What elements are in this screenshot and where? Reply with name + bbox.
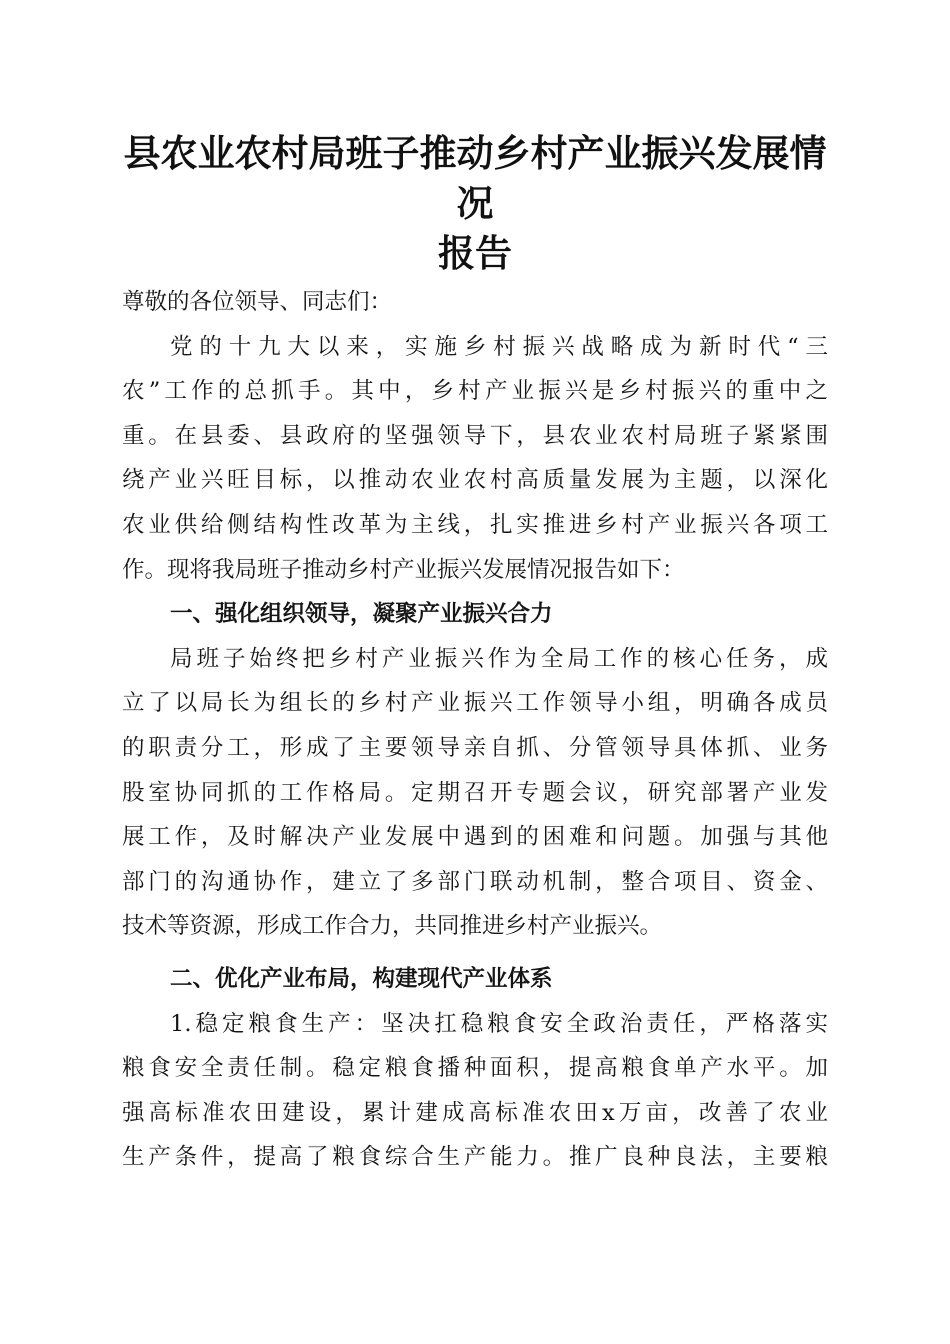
section-1-paragraph	[122, 637, 828, 949]
intro-paragraph	[122, 325, 828, 593]
paragraph-line: 强高标准农田建设，累计建成高标准农田x万亩，改善了农业	[122, 1099, 828, 1126]
paragraph-line: 展工作，及时解决产业发展中遇到的困难和问题。加强与其他	[122, 824, 828, 851]
title-line-1: 县农业农村局班子推动乡村产业振兴发展情况	[123, 131, 827, 225]
paragraph-line: 股室协同抓的工作格局。定期召开专题会议，研究部署产业发	[122, 779, 828, 806]
section-2-paragraph	[122, 1002, 828, 1180]
paragraph-line: 党的十九大以来，实施乡村振兴战略成为新时代“三	[170, 333, 828, 360]
document-body	[122, 280, 828, 1180]
paragraph-line: 生产条件，提高了粮食综合生产能力。推广良种良法，主要粮	[122, 1144, 828, 1171]
salutation: 尊敬的各位领导、同志们：	[122, 289, 393, 315]
paragraph-line: 农”工作的总抓手。其中，乡村产业振兴是乡村振兴的重中之	[122, 378, 828, 405]
section-heading-2: 二、优化产业布局，构建现代产业体系	[170, 965, 553, 992]
paragraph-line: 部门的沟通协作，建立了多部门联动机制，整合项目、资金、	[122, 868, 828, 895]
paragraph-line: 技术等资源，形成工作合力，共同推进乡村产业振兴。	[122, 913, 663, 940]
section-heading-1: 一、强化组织领导，凝聚产业振兴合力	[170, 601, 553, 628]
paragraph-line: 粮食安全责任制。稳定粮食播种面积，提高粮食单产水平。加	[122, 1055, 828, 1082]
paragraph-line: 的职责分工，形成了主要领导亲自抓、分管领导具体抓、业务	[122, 734, 828, 761]
paragraph-line: 重。在县委、县政府的坚强领导下，县农业农村局班子紧紧围	[122, 422, 828, 449]
paragraph-line: 作。现将我局班子推动乡村产业振兴发展情况报告如下：	[122, 556, 685, 583]
paragraph-line: 绕产业兴旺目标，以推动农业农村高质量发展为主题，以深化	[122, 467, 828, 494]
paragraph-line: 1.稳定粮食生产：坚决扛稳粮食安全政治责任，严格落实	[170, 1010, 828, 1037]
document-title	[110, 128, 840, 278]
paragraph-line: 立了以局长为组长的乡村产业振兴工作领导小组，明确各成员	[122, 690, 828, 717]
title-line-2: 报告	[438, 231, 512, 275]
spacer	[122, 949, 828, 957]
paragraph-line: 农业供给侧结构性改革为主线，扎实推进乡村产业振兴各项工	[122, 511, 828, 538]
paragraph-line: 局班子始终把乡村产业振兴作为全局工作的核心任务，成	[170, 645, 828, 672]
